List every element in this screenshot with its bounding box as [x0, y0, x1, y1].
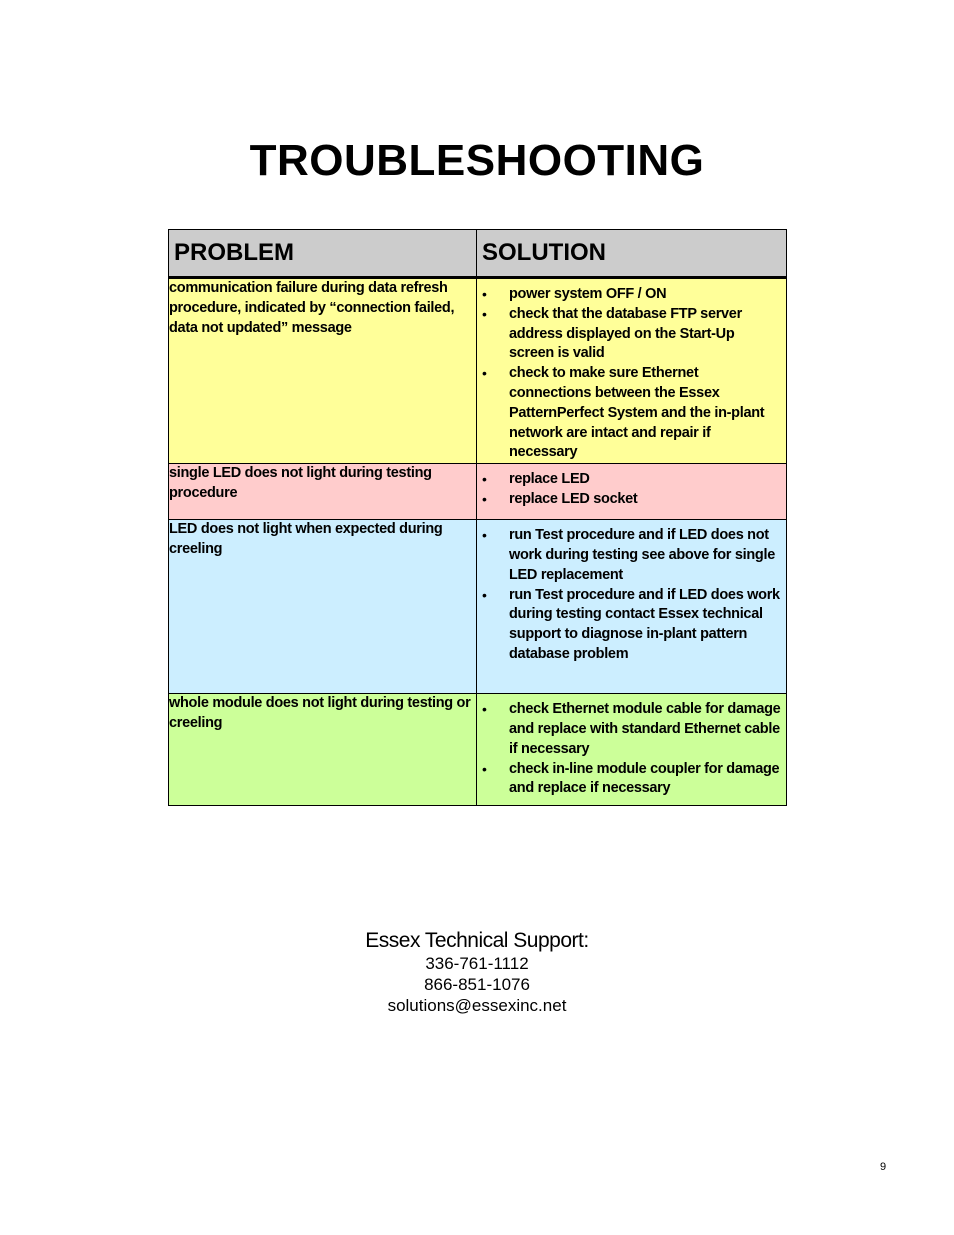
solution-list [477, 464, 786, 510]
troubleshooting-table [168, 229, 787, 806]
solution-item: • check that the database FTP server address displayed on the Start-Up screen is valid [482, 305, 742, 362]
table-header-row [169, 230, 787, 278]
solution-cell [477, 464, 787, 520]
solution-list [477, 279, 786, 463]
problem-cell: LED does not light when expected during creeling [169, 520, 477, 694]
solution-list [477, 694, 786, 799]
support-heading: Essex Technical Support: [365, 929, 589, 952]
bullet-icon: • [482, 527, 487, 544]
page-number: 9 [880, 1161, 887, 1173]
bullet-icon: • [482, 490, 487, 507]
solution-item: • power system OFF / ON [509, 285, 782, 305]
table-row [169, 694, 787, 806]
solution-cell [477, 520, 787, 694]
solution-list [477, 520, 786, 665]
bullet-icon: • [482, 586, 487, 603]
table-row [169, 520, 787, 694]
table-row [169, 464, 787, 520]
problem-cell: whole module does not light during testing or creeling [169, 694, 477, 806]
bullet-icon: • [482, 701, 487, 718]
solution-cell [477, 694, 787, 806]
solution-item: • check to make sure Ethernet connections between the Essex PatternPerfect System and the in-plant network are intact and repair if necessary [482, 365, 765, 461]
bullet-icon: • [482, 760, 487, 777]
support-phone-2: 866-851-1076 [424, 975, 530, 994]
bullet-icon: • [482, 471, 487, 488]
page-title: TROUBLESHOOTING [249, 136, 705, 185]
solution-item: • replace LED socket [509, 490, 782, 510]
problem-cell: communication failure during data refresh procedure, indicated by “connection failed, data not updated” message [169, 278, 477, 464]
support-email: solutions@essexinc.net [387, 996, 567, 1015]
solution-item: • check in-line module coupler for damage and replace if necessary [482, 760, 780, 797]
solution-item: • run Test procedure and if LED does work during testing contact Essex technical support to diagnose in-plant pattern database problem [482, 586, 780, 662]
bullet-icon: • [482, 365, 487, 382]
solution-item: • check Ethernet module cable for damage and replace with standard Ethernet cable if necessary [482, 701, 781, 757]
support-phone-1: 336-761-1112 [425, 954, 529, 973]
table-row [169, 278, 787, 464]
bullet-icon: • [482, 286, 487, 302]
problem-cell: single LED does not light during testing procedure [169, 464, 477, 520]
problem-column-header: PROBLEM [169, 230, 477, 278]
bullet-icon: • [482, 305, 487, 322]
solution-item: • replace LED [509, 470, 782, 490]
solution-item: • run Test procedure and if LED does not work during testing see above for single LED replacement [482, 527, 775, 583]
solution-column-header: SOLUTION [477, 230, 787, 278]
solution-cell [477, 278, 787, 464]
support-contact-block [0, 929, 954, 1016]
